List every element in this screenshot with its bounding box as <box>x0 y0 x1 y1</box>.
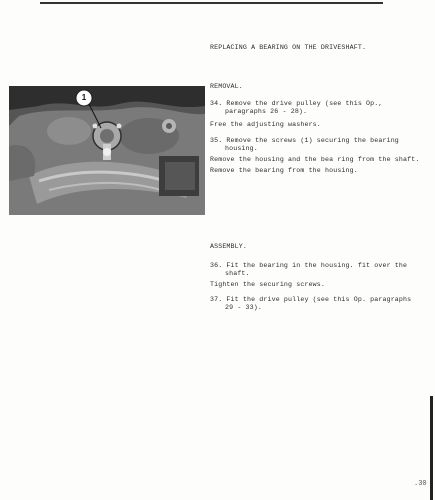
assembly-heading: ASSEMBLY. <box>210 243 247 250</box>
page-number: .30 <box>414 480 427 488</box>
step-37-line-2: 29 - 33). <box>225 304 262 311</box>
bearing-text: Remove the bearing from the housing. <box>210 167 358 174</box>
page-title: REPLACING A BEARING ON THE DRIVESHAFT. <box>210 44 367 51</box>
step-35-line-1: 35. Remove the screws (1) securing the bearing <box>210 137 399 144</box>
step-35-line-2: housing. <box>225 145 258 152</box>
step-36-line-2: shaft. <box>225 270 250 277</box>
housing-text: Remove the housing and the bea ring from the shaft. <box>210 156 420 163</box>
right-margin-rule <box>430 396 433 500</box>
engine-photo-drawing <box>9 86 205 215</box>
step-36-line-1: 36. Fit the bearing in the housing. fit over the <box>210 262 408 269</box>
step-37-line-1: 37. Fit the drive pulley (see this Op. paragraphs <box>210 296 412 303</box>
removal-heading: REMOVAL. <box>210 83 243 90</box>
washers-text: Free the adjusting washers. <box>210 121 321 128</box>
top-rule <box>40 2 383 4</box>
callout-label: 1 <box>81 93 87 102</box>
engine-photo <box>9 86 205 215</box>
step-34-line-1: 34. Remove the drive pulley (see this Op., <box>210 100 383 107</box>
step-34-line-2: paragraphs 26 - 28). <box>225 108 308 115</box>
tighten-text: Tighten the securing screws. <box>210 281 325 288</box>
